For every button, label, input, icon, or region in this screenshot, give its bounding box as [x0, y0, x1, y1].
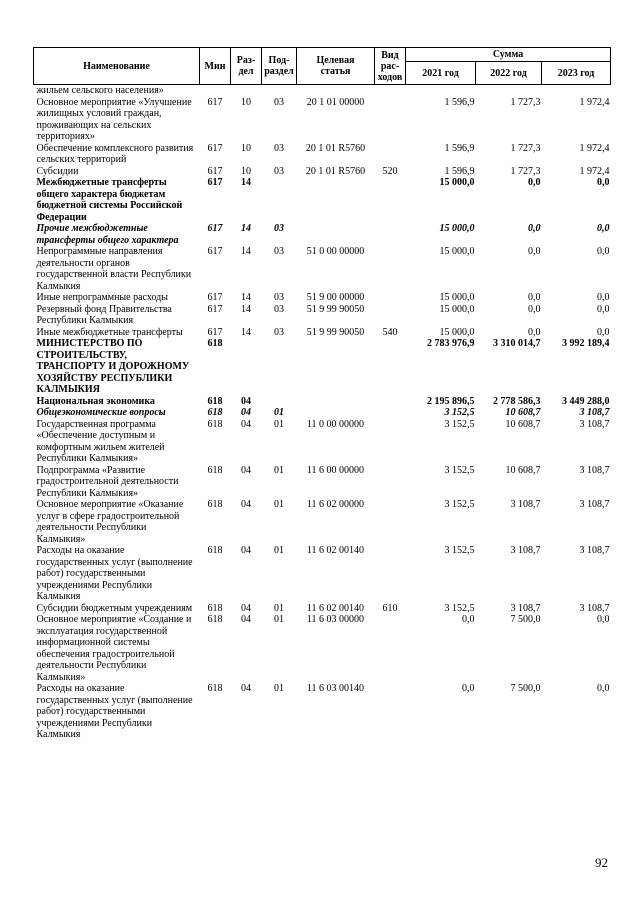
cell-name: Субсидии — [36, 165, 79, 177]
cell-min: 617 — [207, 303, 223, 315]
cell-min: 617 — [207, 165, 223, 177]
cell-vr — [375, 246, 406, 292]
cell-cs — [297, 85, 375, 97]
cell-prz: 01 — [274, 683, 284, 694]
header-name: Наименование — [34, 48, 200, 85]
cell-cs: 11 6 03 00140 — [306, 683, 365, 694]
page-number: 92 — [595, 855, 608, 870]
cell-s1: 15 000,0 — [439, 303, 475, 315]
cell-min: 617 — [207, 326, 223, 338]
cell-vr — [375, 396, 406, 408]
cell-min: 617 — [207, 142, 223, 154]
cell-vr — [375, 338, 406, 396]
cell-s2: 10 608,7 — [505, 407, 541, 418]
cell-min: 618 — [207, 602, 223, 614]
header-cs-text: Целевая статья — [316, 55, 355, 77]
table-row — [34, 246, 611, 292]
cell-s3: 0,0 — [597, 246, 610, 257]
cell-s3: 3 992 189,4 — [562, 338, 610, 349]
header-razdel-text: Раз- дел — [236, 55, 256, 77]
cell-s1: 0,0 — [462, 683, 475, 694]
cell-rz: 04 — [241, 683, 251, 694]
cell-name: Национальная экономика — [36, 395, 155, 407]
cell-rz: 14 — [241, 303, 251, 315]
cell-rz: 14 — [241, 326, 251, 338]
cell-s3: 3 108,7 — [579, 602, 610, 614]
cell-name: Расходы на оказание государственных услуг (выполнение работ) государственными учреждениями Республики Калмыкия — [36, 683, 193, 740]
header-cs — [297, 48, 375, 85]
cell-prz: 03 — [274, 142, 284, 154]
cell-min: 618 — [207, 418, 223, 430]
cell-s2: 3 108,7 — [510, 545, 541, 556]
cell-min: 618 — [207, 499, 223, 510]
header-summa: Сумма — [406, 48, 611, 62]
table-row — [34, 683, 611, 741]
cell-prz: 03 — [274, 246, 284, 257]
cell-s1 — [406, 85, 476, 97]
cell-cs: 11 6 00 00000 — [306, 464, 365, 476]
cell-name: Основное мероприятие «Улучшение жилищных условий граждан, проживающих на сельских территориях» — [36, 96, 192, 142]
cell-prz: 01 — [274, 614, 284, 625]
cell-s2: 3 108,7 — [510, 602, 541, 614]
cell-name: МИНИСТЕРСТВО ПО СТРОИТЕЛЬСТВУ, ТРАНСПОРТУ И ДОРОЖНОМУ ХОЗЯЙСТВУ РЕСПУБЛИКИ КАЛМЫКИЯ — [36, 338, 190, 395]
cell-cs: 11 6 02 00000 — [306, 499, 365, 510]
cell-name: Расходы на оказание государственных услуг (выполнение работ) государственными учреждениями Республики Калмыкия — [36, 545, 193, 602]
cell-s3: 0,0 — [597, 177, 610, 188]
cell-s2: 0,0 — [528, 326, 541, 338]
cell-vr — [375, 407, 406, 419]
table-row — [34, 499, 611, 545]
cell-vr — [375, 465, 406, 500]
table-row — [34, 304, 611, 327]
cell-s1: 3 152,5 — [444, 499, 475, 510]
cell-min: 617 — [207, 246, 223, 257]
table-row — [34, 85, 611, 97]
cell-vr — [375, 85, 406, 97]
cell-s3: 3 108,7 — [579, 545, 610, 556]
cell-min: 618 — [207, 545, 223, 556]
header-podrazdel — [262, 48, 297, 85]
cell-prz: 03 — [274, 165, 284, 177]
cell-min: 618 — [207, 407, 223, 418]
cell-s2: 2 778 586,3 — [493, 395, 541, 407]
cell-s1: 3 152,5 — [444, 407, 475, 418]
cell-s1: 1 596,9 — [444, 96, 475, 108]
cell-s1: 2 195 896,5 — [427, 395, 475, 407]
cell-rz: 14 — [241, 223, 251, 234]
cell-rz: 14 — [241, 292, 251, 303]
cell-s2: 0,0 — [528, 246, 541, 257]
cell-s3: 3 108,7 — [579, 464, 610, 476]
cell-prz: 03 — [274, 326, 284, 338]
cell-vr — [375, 223, 406, 246]
table-row — [34, 177, 611, 223]
cell-s2 — [476, 85, 542, 97]
cell-s3: 3 108,7 — [579, 407, 610, 418]
cell-vr — [375, 499, 406, 545]
cell-prz: 03 — [274, 303, 284, 315]
cell-s3: 0,0 — [597, 326, 610, 338]
cell-rz: 14 — [241, 246, 251, 257]
cell-vr — [375, 292, 406, 304]
cell-cs: 51 9 99 90050 — [306, 326, 365, 338]
cell-s3: 0,0 — [597, 614, 610, 625]
table-row — [34, 223, 611, 246]
cell-vr: 610 — [382, 602, 398, 614]
cell-s3: 3 449 288,0 — [562, 395, 610, 407]
cell-rz: 10 — [241, 165, 251, 177]
cell-prz: 01 — [274, 418, 284, 430]
cell-cs: 20 1 01 00000 — [306, 96, 365, 108]
cell-s2: 0,0 — [528, 292, 541, 303]
cell-name: Непрограммные направления деятельности органов государственной власти Республики Калмыкия — [36, 246, 192, 292]
header-podrazdel-text: Под- раздел — [264, 55, 294, 77]
table-row — [34, 407, 611, 419]
cell-s2: 0,0 — [528, 223, 541, 234]
cell-rz: 04 — [241, 545, 251, 556]
cell-prz: 01 — [274, 464, 284, 476]
cell-min: 617 — [207, 177, 223, 188]
cell-rz: 04 — [241, 602, 251, 614]
table-row — [34, 292, 611, 304]
cell-min: 618 — [207, 614, 223, 625]
cell-rz: 14 — [241, 177, 251, 188]
cell-vr: 540 — [382, 326, 398, 338]
cell-rz: 04 — [241, 418, 251, 430]
cell-s2: 7 500,0 — [510, 614, 541, 625]
cell-min: 617 — [207, 292, 223, 303]
cell-s1: 15 000,0 — [439, 177, 475, 188]
cell-prz: 01 — [274, 602, 284, 614]
cell-vr — [375, 304, 406, 327]
cell-cs: 11 6 02 00140 — [306, 602, 365, 614]
cell-cs — [297, 407, 375, 419]
cell-rz — [231, 85, 262, 97]
cell-name: Прочие межбюджетные трансферты общего характера — [36, 223, 179, 246]
cell-s2: 1 727,3 — [510, 96, 541, 108]
cell-vr — [375, 545, 406, 603]
cell-cs — [297, 223, 375, 246]
cell-cs: 51 9 99 90050 — [306, 303, 365, 315]
cell-vr — [375, 683, 406, 741]
cell-prz: 01 — [274, 407, 284, 418]
cell-name: Основное мероприятие «Создание и эксплуатация государственной информационной системы обеспечения градостроительной деятельности Республики Калмыкия» — [36, 614, 192, 683]
cell-name: Государственная программа «Обеспечение доступным и комфортным жильем жителей Республики Калмыкия» — [36, 418, 165, 464]
cell-cs — [297, 396, 375, 408]
cell-s3: 0,0 — [597, 303, 610, 315]
cell-min: 618 — [207, 683, 223, 694]
cell-rz: 04 — [241, 407, 251, 418]
table-row — [34, 419, 611, 465]
cell-vr — [375, 177, 406, 223]
cell-prz — [262, 338, 297, 396]
cell-cs: 51 0 00 00000 — [306, 246, 365, 257]
cell-s3: 3 108,7 — [579, 418, 610, 430]
cell-prz: 01 — [274, 545, 284, 556]
cell-rz: 04 — [241, 464, 251, 476]
cell-s1: 15 000,0 — [439, 246, 475, 257]
cell-vr — [375, 143, 406, 166]
cell-prz: 03 — [274, 96, 284, 108]
table-row — [34, 603, 611, 615]
table-row — [34, 97, 611, 143]
cell-min: 618 — [207, 464, 223, 476]
table-row — [34, 327, 611, 339]
cell-s3: 1 972,4 — [579, 165, 610, 177]
cell-name: Обеспечение комплексного развития сельских территорий — [36, 142, 194, 165]
cell-s3: 3 108,7 — [579, 499, 610, 510]
cell-vr: 520 — [382, 165, 398, 177]
table-row — [34, 545, 611, 603]
cell-cs: 11 6 03 00000 — [306, 614, 365, 625]
header-2021: 2021 год — [406, 62, 476, 85]
cell-s1: 15 000,0 — [439, 326, 475, 338]
cell-name: Подпрограмма «Развитие градостроительной деятельности Республики Калмыкия» — [36, 464, 179, 499]
cell-s3: 1 972,4 — [579, 96, 610, 108]
cell-s3 — [542, 85, 611, 97]
cell-rz: 04 — [241, 395, 251, 407]
cell-prz — [262, 85, 297, 97]
cell-s2: 0,0 — [528, 303, 541, 315]
cell-s2: 10 608,7 — [505, 418, 541, 430]
cell-s2: 0,0 — [528, 177, 541, 188]
cell-s2: 7 500,0 — [510, 683, 541, 694]
cell-s1: 1 596,9 — [444, 142, 475, 154]
table-row — [34, 614, 611, 683]
cell-s2: 3 310 014,7 — [493, 338, 541, 349]
cell-prz — [262, 396, 297, 408]
cell-s1: 3 152,5 — [444, 545, 475, 556]
header-vr-text: Вид рас- ходов — [377, 49, 403, 83]
cell-s1: 3 152,5 — [444, 602, 475, 614]
cell-s2: 10 608,7 — [505, 464, 541, 476]
cell-name: Межбюджетные трансферты общего характера бюджетам бюджетной системы Российской Федерации — [36, 177, 183, 223]
cell-name: Иные межбюджетные трансферты — [36, 326, 183, 338]
cell-s1: 15 000,0 — [439, 292, 475, 303]
cell-rz: 04 — [241, 499, 251, 510]
cell-name: жильем сельского населения» — [36, 85, 164, 96]
cell-name: Иные непрограммные расходы — [36, 292, 168, 303]
header-2022: 2022 год — [476, 62, 542, 85]
header-razdel — [231, 48, 262, 85]
cell-cs: 51 9 00 00000 — [306, 292, 365, 303]
cell-s2: 1 727,3 — [510, 142, 541, 154]
cell-prz — [262, 177, 297, 223]
cell-s2: 1 727,3 — [510, 165, 541, 177]
cell-min: 618 — [207, 338, 223, 349]
cell-s2: 3 108,7 — [510, 499, 541, 510]
cell-name: Резервный фонд Правительства Республики Калмыкия — [36, 303, 172, 326]
cell-cs — [297, 338, 375, 396]
table-row — [34, 166, 611, 178]
table-row — [34, 396, 611, 408]
cell-rz — [231, 338, 262, 396]
table-row — [34, 338, 611, 396]
budget-table — [33, 47, 611, 741]
cell-cs: 20 1 01 R5760 — [305, 142, 366, 154]
table-body — [34, 85, 611, 741]
cell-name: Основное мероприятие «Оказание услуг в сфере градостроительной деятельности Республики Калмыкия» — [36, 499, 184, 545]
cell-vr — [375, 419, 406, 465]
cell-prz: 01 — [274, 499, 284, 510]
table-row — [34, 465, 611, 500]
cell-name: Общеэкономические вопросы — [36, 407, 166, 418]
cell-s3: 0,0 — [597, 683, 610, 694]
cell-s3: 0,0 — [597, 292, 610, 303]
header-2023: 2023 год — [542, 62, 611, 85]
cell-cs — [297, 177, 375, 223]
cell-prz: 03 — [274, 292, 284, 303]
cell-s1: 2 783 976,9 — [427, 338, 475, 349]
cell-name: Субсидии бюджетным учреждениям — [36, 602, 193, 614]
cell-s3: 1 972,4 — [579, 142, 610, 154]
cell-rz: 10 — [241, 142, 251, 154]
cell-prz: 03 — [274, 223, 284, 234]
cell-rz: 04 — [241, 614, 251, 625]
table-header — [34, 48, 611, 85]
cell-cs: 11 0 00 00000 — [306, 418, 365, 430]
header-vr — [375, 48, 406, 85]
cell-s1: 0,0 — [462, 614, 475, 625]
cell-rz: 10 — [241, 96, 251, 108]
cell-s1: 3 152,5 — [444, 464, 475, 476]
cell-s1: 3 152,5 — [444, 418, 475, 430]
table-row — [34, 143, 611, 166]
cell-vr — [375, 97, 406, 143]
cell-cs: 20 1 01 R5760 — [305, 165, 366, 177]
cell-cs: 11 6 02 00140 — [306, 545, 365, 556]
cell-s3: 0,0 — [597, 223, 610, 234]
cell-vr — [375, 614, 406, 683]
cell-min — [200, 85, 231, 97]
cell-s1: 15 000,0 — [439, 223, 475, 234]
header-min: Мин — [200, 48, 231, 85]
cell-min: 617 — [207, 223, 223, 234]
cell-min: 617 — [207, 96, 223, 108]
cell-s1: 1 596,9 — [444, 165, 475, 177]
cell-min: 618 — [207, 395, 223, 407]
